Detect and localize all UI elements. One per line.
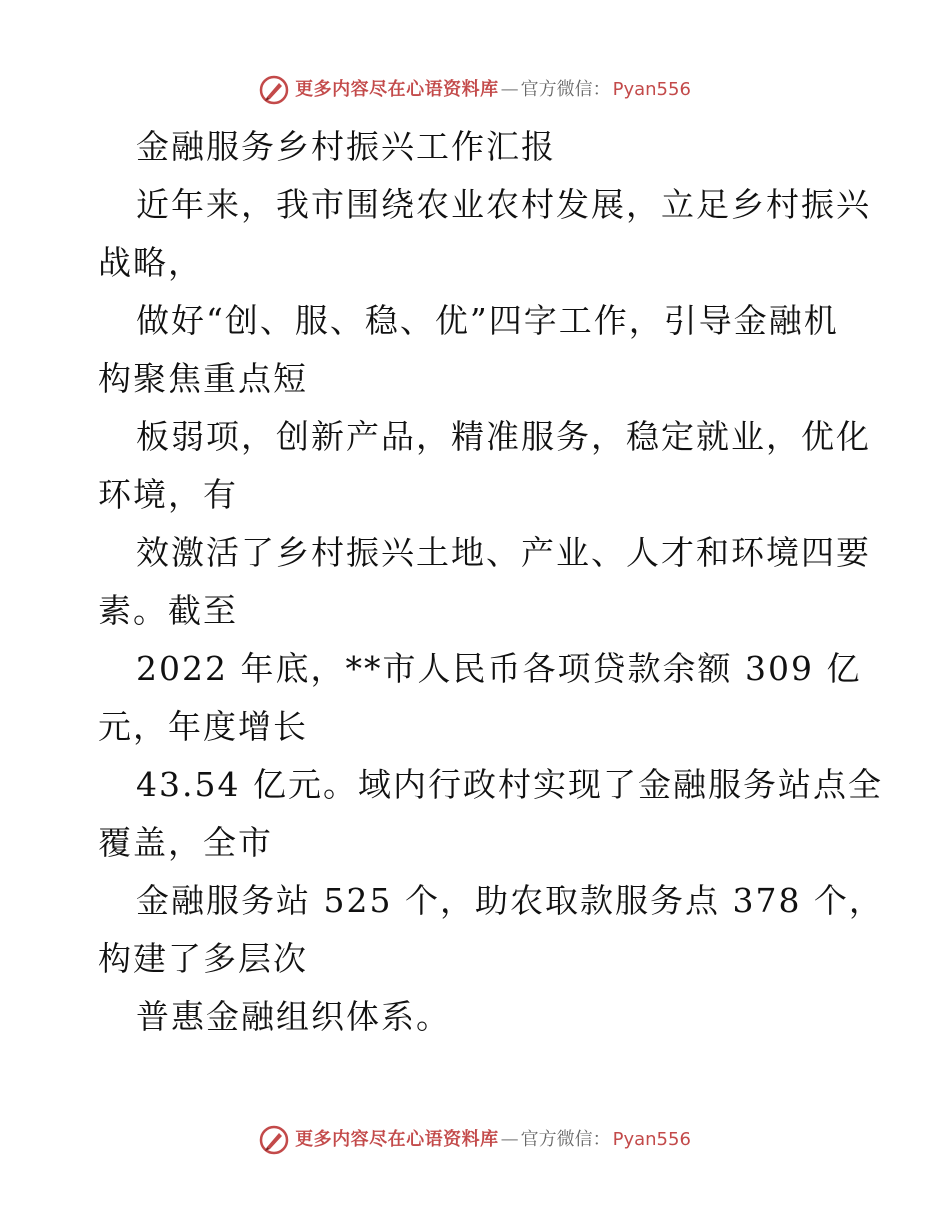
watermark-title: 更多内容尽在心语资料库 xyxy=(295,1129,499,1150)
watermark-wechat-account: Pyan556 xyxy=(612,79,691,100)
watermark-wechat-label: 官方微信： xyxy=(520,1129,611,1150)
doc-line: 金融服务乡村振兴工作汇报 xyxy=(136,127,556,166)
doc-line: 元，年度增长 xyxy=(98,707,308,746)
watermark-dash: — xyxy=(500,79,519,100)
footer-watermark xyxy=(0,1123,950,1157)
watermark-wechat-account: Pyan556 xyxy=(612,1129,691,1150)
doc-line: 做好“创、服、稳、优”四字工作，引导金融机 xyxy=(136,301,839,340)
watermark-title: 更多内容尽在心语资料库 xyxy=(295,79,499,100)
doc-line: 板弱项，创新产品，精准服务，稳定就业，优化 xyxy=(136,417,871,456)
doc-line: 覆盖，全市 xyxy=(98,823,273,862)
doc-line: 构建了多层次 xyxy=(98,939,308,978)
doc-line: 43.54 亿元。域内行政村实现了金融服务站点全 xyxy=(136,765,883,804)
doc-line: 2022 年底，**市人民币各项贷款余额 309 亿 xyxy=(136,649,862,688)
doc-line: 普惠金融组织体系。 xyxy=(136,997,451,1036)
document-body xyxy=(98,118,884,1046)
doc-line: 构聚焦重点短 xyxy=(98,359,308,398)
pen-logo-icon xyxy=(259,1125,289,1155)
doc-line: 素。截至 xyxy=(98,591,238,630)
header-watermark xyxy=(0,73,950,107)
doc-line: 战略， xyxy=(98,243,203,282)
watermark-dash: — xyxy=(500,1129,519,1150)
doc-line: 金融服务站 525 个，助农取款服务点 378 个， xyxy=(136,881,884,920)
doc-line: 效激活了乡村振兴土地、产业、人才和环境四要 xyxy=(136,533,871,572)
pen-logo-icon xyxy=(259,75,289,105)
doc-line: 环境，有 xyxy=(98,475,238,514)
watermark-wechat-label: 官方微信： xyxy=(520,79,611,100)
doc-line: 近年来，我市围绕农业农村发展，立足乡村振兴 xyxy=(136,185,871,224)
